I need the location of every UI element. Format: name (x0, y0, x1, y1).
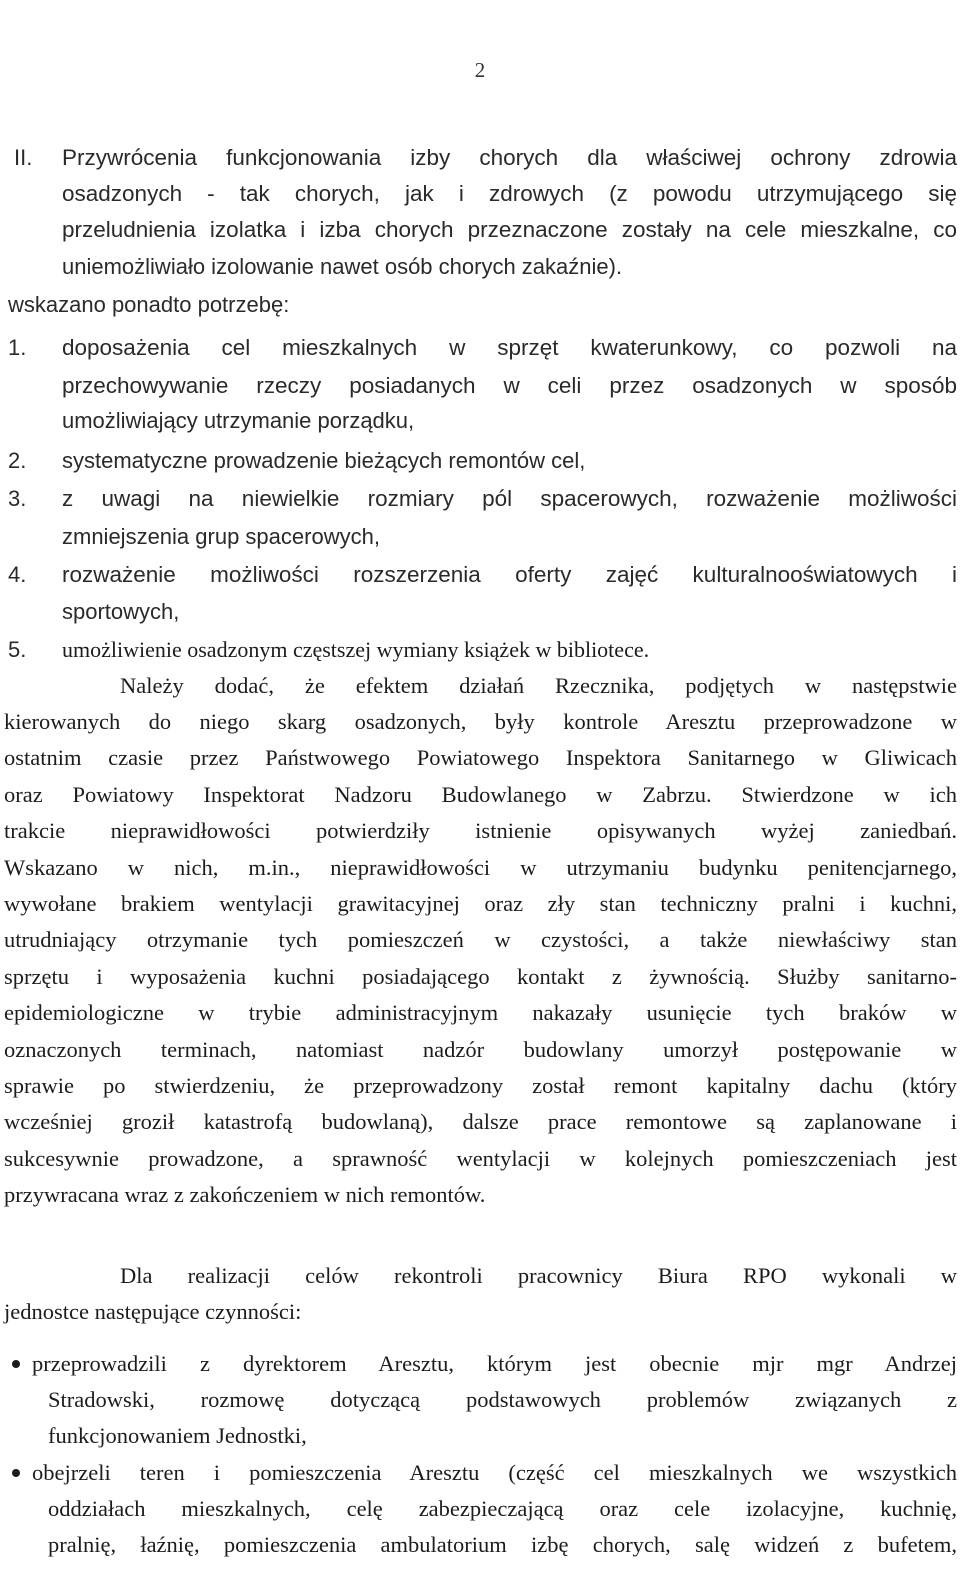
bullet-line: obejrzeli teren i pomieszczenia Aresztu (część cel mieszkalnych we wszystkich (32, 1460, 957, 1485)
page-number: 2 (474, 58, 486, 82)
list-item-line: przechowywanie rzeczy posiadanych w celi przez osadzonych w sposób (62, 373, 957, 398)
paragraph-line: epidemiologiczne w trybie administracyjnym nakazały usunięcie tych braków w (4, 1000, 957, 1025)
paragraph-line: Wskazano w nich, m.in., nieprawidłowości w utrzymaniu budynku penitencjarnego, (4, 855, 957, 880)
list-item-line: umożliwiający utrzymanie porządku, (62, 408, 415, 433)
list-item-line: z uwagi na niewielkie rozmiary pól spacerowych, rozważenie możliwości (62, 486, 957, 511)
list-item-number: 4. (8, 562, 27, 587)
paragraph-line: sukcesywnie prowadzone, a sprawność wentylacji w kolejnych pomieszczeniach jest (4, 1146, 957, 1171)
paragraph-line: Należy dodać, że efektem działań Rzecznika, podjętych w następstwie (120, 673, 957, 698)
list-item-line: zmniejszenia grup spacerowych, (62, 524, 380, 549)
list-item-line: rozważenie możliwości rozszerzenia oferty zajęć kulturalnooświatowych i (62, 562, 957, 587)
list-item-number: 1. (8, 335, 27, 360)
paragraph-line: wywołane brakiem wentylacji grawitacyjnej oraz zły stan techniczny pralni i kuchni, (4, 891, 957, 916)
paragraph-line: jednostce następujące czynności: (4, 1299, 302, 1324)
bullet-dot (12, 1360, 20, 1368)
paragraph-line: przywracana wraz z zakończeniem w nich remontów. (4, 1182, 486, 1207)
section-line: osadzonych - tak chorych, jak i zdrowych (z powodu utrzymującego się (62, 181, 957, 206)
list-item-line: systematyczne prowadzenie bieżących remontów cel, (62, 448, 586, 473)
bullet-line: Stradowski, rozmowę dotyczącą podstawowych problemów związanych z (48, 1387, 957, 1412)
paragraph-line: oraz Powiatowy Inspektorat Nadzoru Budowlanego w Zabrzu. Stwierdzone w ich (4, 782, 957, 807)
list-item-number: 3. (8, 486, 27, 511)
list-item-line: umożliwienie osadzonym częstszej wymiany książek w bibliotece. (62, 637, 650, 662)
bullet-line: przeprowadzili z dyrektorem Aresztu, którym jest obecnie mjr mgr Andrzej (32, 1351, 957, 1376)
section-line: przeludnienia izolatka i izba chorych przeznaczone zostały na cele mieszkalne, co (62, 217, 957, 242)
paragraph-line: utrudniający otrzymanie tych pomieszczeń w czystości, a także niewłaściwy stan (4, 927, 957, 952)
paragraph-line: kierowanych do niego skarg osadzonych, były kontrole Aresztu przeprowadzone w (4, 709, 957, 734)
section-numeral: II. (14, 145, 33, 170)
section-line: uniemożliwiało izolowanie nawet osób chorych zakaźnie). (62, 254, 623, 279)
paragraph-line: sprawie po stwierdzeniu, że przeprowadzony został remont kapitalny dachu (który (4, 1073, 957, 1098)
list-item-line: doposażenia cel mieszkalnych w sprzęt kwaterunkowy, co pozwoli na (62, 335, 957, 360)
paragraph-line: Dla realizacji celów rekontroli pracownicy Biura RPO wykonali w (120, 1263, 957, 1288)
list-item-line: sportowych, (62, 599, 180, 624)
bullet-line: funkcjonowaniem Jednostki, (48, 1423, 307, 1448)
paragraph-line: wcześniej groził katastrofą budowlaną), dalsze prace remontowe są zaplanowane i (4, 1109, 957, 1134)
paragraph-line: oznaczonych terminach, natomiast nadzór budowlany umorzył postępowanie w (4, 1037, 957, 1062)
bullet-line: oddziałach mieszkalnych, celę zabezpieczającą oraz cele izolacyjne, kuchnię, (48, 1496, 957, 1521)
section-line: Przywrócenia funkcjonowania izby chorych dla właściwej ochrony zdrowia (62, 145, 957, 170)
section-intro: wskazano ponadto potrzebę: (8, 292, 290, 317)
paragraph-line: ostatnim czasie przez Państwowego Powiatowego Inspektora Sanitarnego w Gliwicach (4, 745, 957, 770)
paragraph-line: trakcie nieprawidłowości potwierdziły istnienie opisywanych wyżej zaniedbań. (4, 818, 957, 843)
bullet-line: pralnię, łaźnię, pomieszczenia ambulatorium izbę chorych, salę widzeń z bufetem, (48, 1532, 957, 1557)
bullet-dot (12, 1469, 20, 1477)
list-item-number: 5. (8, 637, 27, 662)
list-item-number: 2. (8, 448, 27, 473)
paragraph-line: sprzętu i wyposażenia kuchni posiadającego kontakt z żywnością. Służby sanitarno- (4, 964, 957, 989)
